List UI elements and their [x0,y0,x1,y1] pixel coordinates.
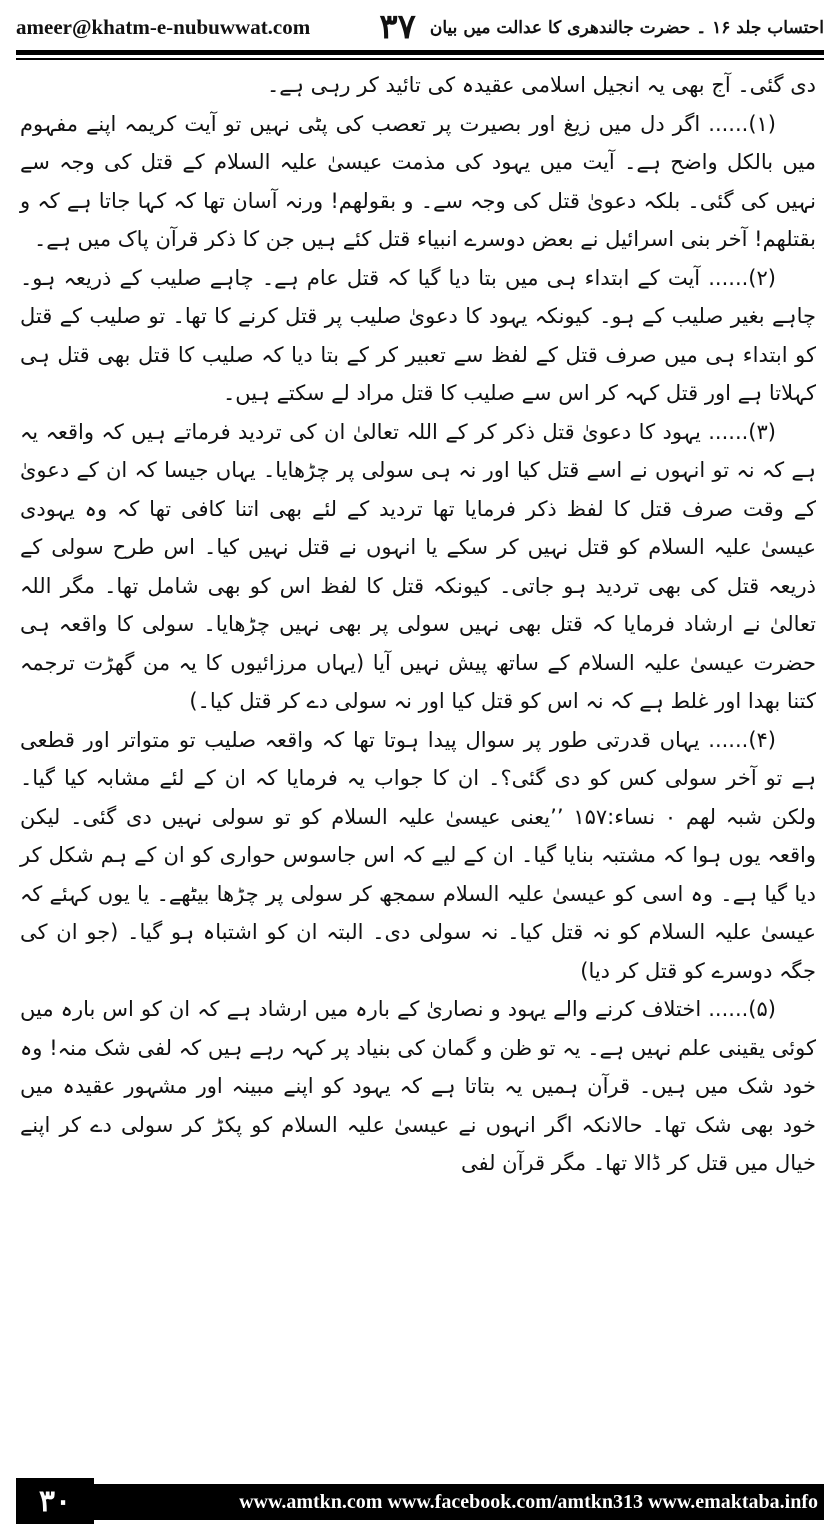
header-page-number: ۳۷ [379,7,416,47]
header-rule-thick [16,50,824,55]
paragraph-4: (۴)...... یہاں قدرتی طور پر سوال پیدا ہوتا تھا کہ واقعہ صلیب تو متواتر اور قطعی ہے تو آخر سولی کس کو دی گئی؟۔ ان کا جواب یہ فرمایا کہ ان کے لئے مشابہ کیا گیا۔ ولکن شبہ لھم ۰ نساء:۱۵۷ ’’یعنی عیسیٰ علیہ السلام کو تو سولی نہیں دی گئی۔ لیکن واقعہ یوں ہوا کہ مشتبہ بنایا گیا۔ ان کے لیے کہ اس جاسوس حواری کو ان کے ہم شکل کر دیا گیا ہے۔ وہ اسی کو عیسیٰ علیہ السلام سمجھ کر سولی پر چڑھا بیٹھے۔ یا یوں کہئے کہ عیسیٰ علیہ السلام کو نہ قتل کیا۔ نہ سولی دی۔ البتہ ان کو اشتباہ ہو گیا۔ (جو ان کی جگہ دوسرے کو قتل کر دیا) [20,727,816,983]
footer-page-number: ۳۰ [16,1478,94,1524]
running-title: احتساب جلد ۱۶ ۔ حضرت جالندھری کا عدالت میں بیان [429,17,824,38]
running-head [379,7,824,47]
paragraph-3: (۳)...... یہود کا دعویٰ قتل ذکر کر کے اللہ تعالیٰ ان کی تردید فرماتے ہیں کہ واقعہ یہ ہے کہ نہ تو انہوں نے اسے قتل کیا اور نہ ہی سولی پر چڑھایا۔ یہاں جیسا کہ ان کے دعویٰ کے وقت صرف قتل کا لفظ ذکر فرمایا تھا تردید کے لئے بھی اتنا کافی تھا کہ وہ یہودی عیسیٰ علیہ السلام کو قتل نہیں کر سکے یا انہوں نے قتل نہیں کیا۔ اس طرح سولی کے ذریعہ قتل کی بھی تردید ہو جاتی۔ کیونکہ قتل کا لفظ اس کو بھی شامل تھا۔ مگر اللہ تعالیٰ نے ارشاد فرمایا کہ قتل بھی نہیں سولی پر بھی نہیں چڑھایا۔ سولی کا واقعہ ہی حضرت عیسیٰ علیہ السلام کے ساتھ پیش نہیں آیا (یہاں مرزائیوں کا یہ من گھڑت ترجمہ کتنا بھدا اور غلط ہے کہ نہ اس کو قتل کیا اور نہ سولی دے کر قتل کیا۔) [20,419,816,713]
paragraph-2: (۲)...... آیت کے ابتداء ہی میں بتا دیا گیا کہ قتل عام ہے۔ چاہے صلیب کے ذریعہ ہو۔ چاہے بغیر صلیب کے ہو۔ کیونکہ یہود کا دعویٰ صلیب پر قتل کرنے کا تھا۔ تو صلیب کے قتل کو ابتداء ہی میں صرف قتل کے لفظ سے تعبیر کر کے بتا دیا کہ صلیب کا قتل بھی قتل ہی کہلاتا ہے اور قتل کہہ کر اس سے صلیب کا قتل مراد لے سکتے ہیں۔ [20,265,816,405]
header-email[interactable]: ameer@khatm-e-nubuwwat.com [16,14,311,39]
body-text [20,66,816,1183]
header-rule-thin [16,58,824,60]
body-line: دی گئی۔ آج بھی یہ انجیل اسلامی عقیدہ کی تائید کر رہی ہے۔ [266,73,816,97]
paragraph-5: (۵)...... اختلاف کرنے والے یہود و نصاریٰ کے بارہ میں ارشاد ہے کہ ان کو اس بارہ میں کوئی یقینی علم نہیں ہے۔ یہ تو ظن و گمان کی بنیاد پر کہہ رہے ہیں کہ لفی شک منہ! وہ خود شک میں ہیں۔ قرآن ہمیں یہ بتاتا ہے کہ یہود کو اپنے مبینہ اور مشہور عقیدہ میں خود بھی شک تھا۔ حالانکہ اگر انہوں نے عیسیٰ علیہ السلام کو پکڑ کر سولی دے کر اپنے خیال میں قتل کر ڈالا تھا۔ مگر قرآن لفی [20,997,816,1175]
page-footer [16,1478,824,1524]
page-header [16,6,824,48]
paragraph-1: (۱)...... اگر دل میں زیغ اور بصیرت پر تعصب کی پٹی نہیں تو آیت کریمہ اپنے مفہوم میں بالکل واضح ہے۔ آیت میں یہود کی مذمت عیسیٰ علیہ السلام کے قتل کی وجہ سے نہیں کی گئی۔ بلکہ دعویٰ قتل کی وجہ سے۔ و بقولھم! ورنہ آسان تھا کہ کہا جاتا ہے کہ و بقتلھم! آخر بنی اسرائیل نے بعض دوسرے انبیاء قتل کئے ہیں جن کا ذکر قرآن پاک میں ہے۔ [20,111,816,251]
footer-links[interactable]: www.amtkn.com www.facebook.com/amtkn313 www.emaktaba.info [239,1490,818,1513]
